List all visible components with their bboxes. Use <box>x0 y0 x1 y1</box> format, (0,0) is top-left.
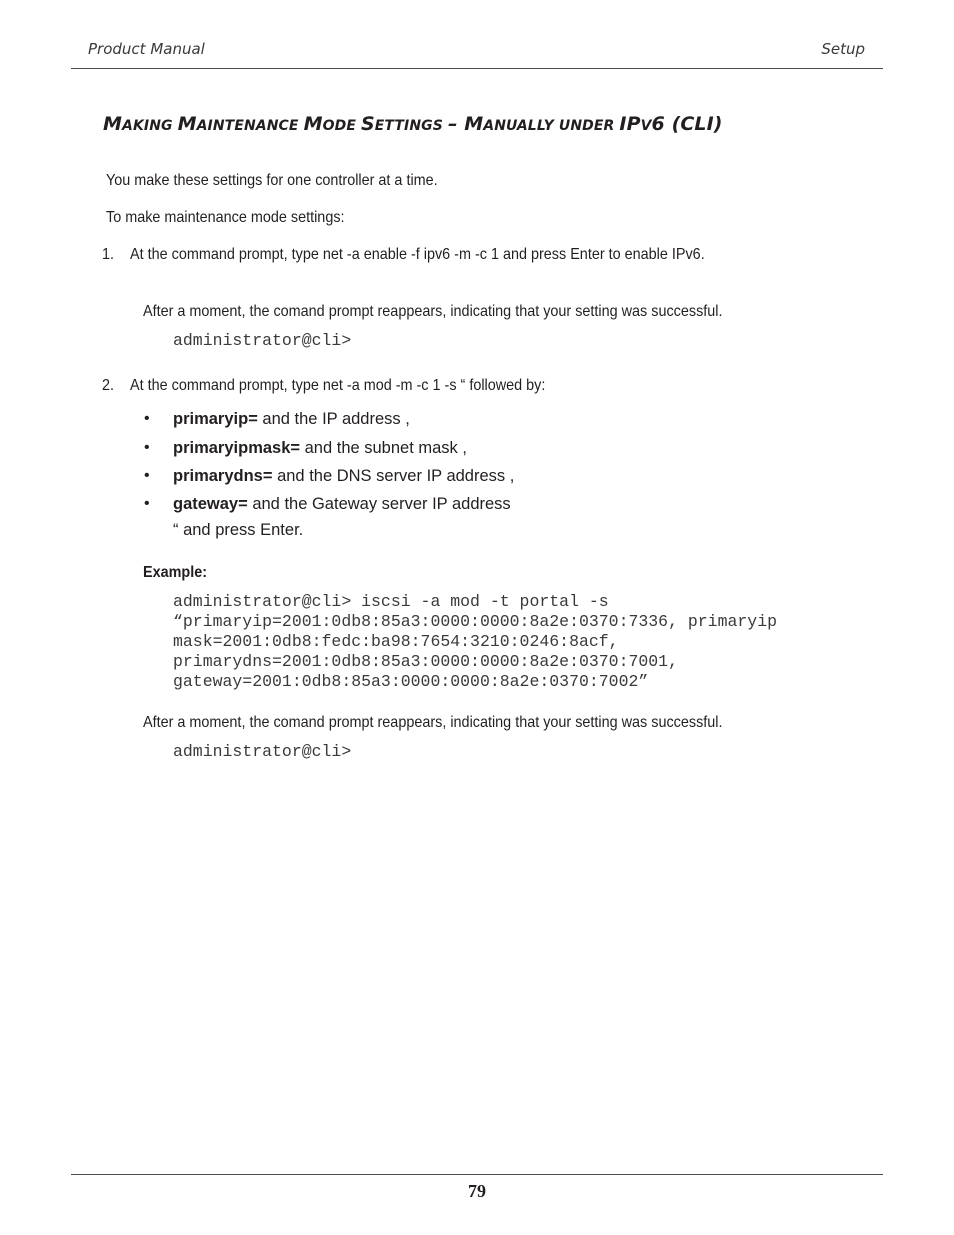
bullet-item <box>173 467 514 486</box>
example-label: Example: <box>143 564 208 581</box>
step-2-prompt: administrator@cli> <box>173 742 352 761</box>
intro-line-2: To make maintenance mode settings: <box>106 209 345 226</box>
page-number: 79 <box>468 1181 486 1201</box>
bullet-term: gateway= <box>173 495 248 513</box>
example-code-line: gateway=2001:0db8:85a3:0000:0000:8a2e:0370:7002” <box>173 672 649 691</box>
example-code-line: “primaryip=2001:0db8:85a3:0000:0000:8a2e:0370:7336, primaryip <box>173 612 777 631</box>
section-title <box>103 113 723 135</box>
title-part: AKING <box>122 118 178 134</box>
title-part: – <box>447 113 465 135</box>
step-2-result: After a moment, the comand prompt reappears, indicating that your setting was successful. <box>143 714 723 731</box>
bullet-item <box>173 495 511 514</box>
title-part: ETTINGS <box>374 118 448 134</box>
example-code-line: mask=2001:0db8:fedc:ba98:7654:3210:0246:8acf, <box>173 632 619 651</box>
example-code-line: primarydns=2001:0db8:85a3:0000:0000:8a2e:0370:7001, <box>173 652 678 671</box>
header-section: Setup <box>821 40 865 58</box>
bullet-term: primaryipmask= <box>173 439 301 457</box>
header-rule <box>71 68 883 69</box>
step-1-text: At the command prompt, type net -a enable -f ipv6 -m -c 1 and press Enter to enable IPv6. <box>130 246 705 263</box>
step-1-number: 1. <box>102 246 115 263</box>
step-2-text: At the command prompt, type net -a mod -m -c 1 -s “ followed by: <box>130 377 546 394</box>
example-code-line: administrator@cli> iscsi -a mod -t portal -s <box>173 592 609 611</box>
bullet-icon: • <box>144 439 150 456</box>
bullet-term: primarydns= <box>173 467 273 485</box>
bullet-item <box>173 439 467 458</box>
header-title: Product Manual <box>88 40 205 58</box>
bullet-desc: and the Gateway server IP address <box>247 495 511 513</box>
title-part: ODE <box>322 118 361 134</box>
title-part: M <box>303 113 323 135</box>
bullet-term: primaryip= <box>173 410 258 428</box>
bullet-item <box>173 410 410 429</box>
title-part: M <box>464 113 484 135</box>
bullet-icon: • <box>144 410 150 427</box>
title-part: V <box>640 118 652 134</box>
step-1-prompt: administrator@cli> <box>173 331 352 350</box>
title-part: AINTENANCE <box>196 118 304 134</box>
bullet-desc: and the IP address , <box>257 410 410 428</box>
title-part: 6 (CLI) <box>651 113 723 135</box>
title-part: ANUALLY UNDER <box>483 118 620 134</box>
footer-rule <box>71 1174 883 1175</box>
intro-line-1: You make these settings for one controller at a time. <box>106 172 438 189</box>
title-part: M <box>177 113 197 135</box>
bullet-icon: • <box>144 467 150 484</box>
bullet-icon: • <box>144 495 150 512</box>
bullet-desc: and the subnet mask , <box>300 439 467 457</box>
title-part: M <box>103 113 123 135</box>
step-1-result: After a moment, the comand prompt reappears, indicating that your setting was successful. <box>143 303 723 320</box>
title-part: IP <box>619 113 641 135</box>
bullet-desc: and the DNS server IP address , <box>272 467 515 485</box>
step-2-number: 2. <box>102 377 115 394</box>
bullet-closing: “ and press Enter. <box>173 521 304 539</box>
title-part: S <box>360 113 375 135</box>
